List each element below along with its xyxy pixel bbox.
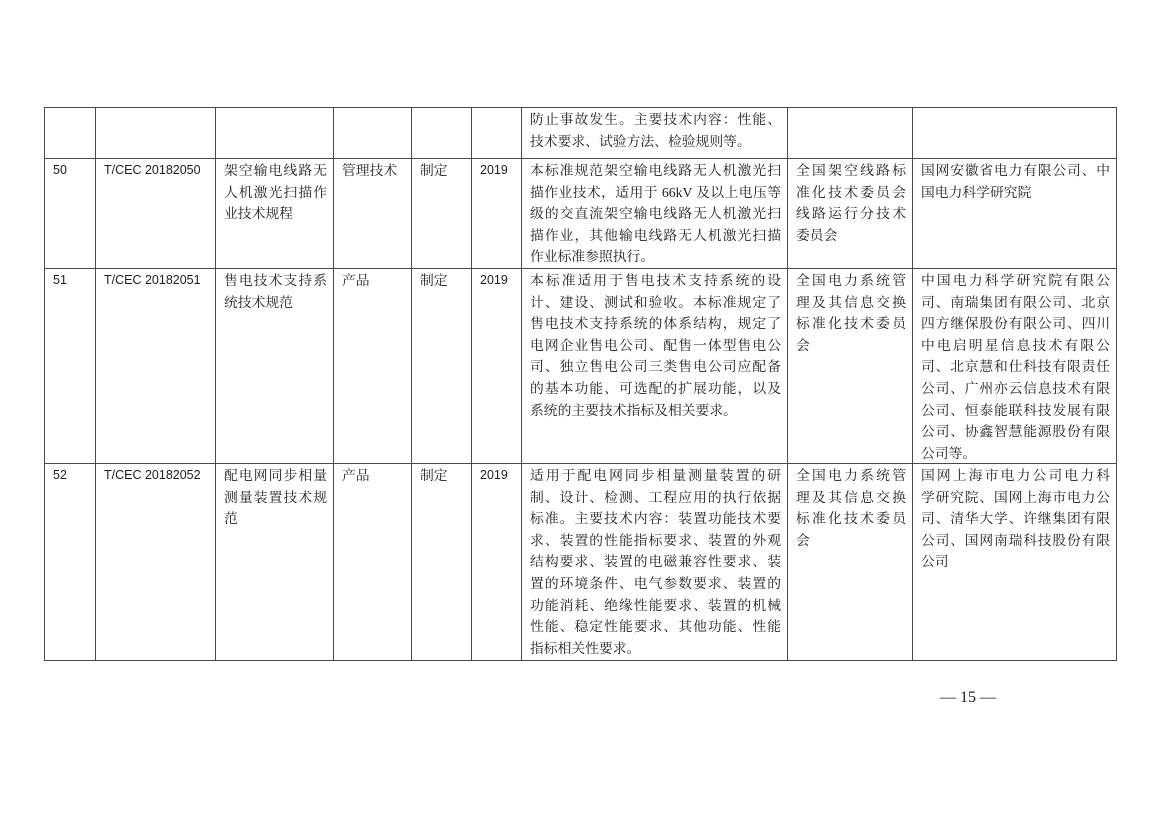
- cell-text-line: 范: [224, 511, 238, 527]
- cell-standard-code: [96, 108, 216, 158]
- cell-text-line: 50: [53, 163, 67, 177]
- cell-standard-code: [96, 269, 216, 463]
- cell-text-line: 电网企业售电公司、配售一体型售电公: [530, 337, 781, 353]
- cell-category: [334, 464, 412, 660]
- cell-sequence-number: [45, 108, 96, 158]
- cell-text-line: T/CEC 20182052: [104, 468, 201, 482]
- cell-text-line: 司、独立售电公司三类售电公司应配备: [530, 359, 781, 375]
- cell-text-line: 国电力科学研究院: [921, 184, 1032, 200]
- cell-text-line: 功能消耗、绝缘性能要求、装置的机械: [530, 597, 781, 613]
- cell-text-line: 置的环境条件、电气参数要求、装置的: [530, 575, 781, 591]
- cell-text-line: 本标准适用于售电技术支持系统的设: [530, 273, 781, 288]
- cell-text-line: 国网安徽省电力有限公司、中: [921, 163, 1110, 178]
- cell-text-line: 业技术规程: [224, 206, 293, 222]
- cell-text-line: 架空输电线路无: [224, 163, 327, 178]
- cell-text-line: 制、设计、检测、工程应用的执行依据: [530, 489, 781, 505]
- cell-text-line: 公司等。: [921, 445, 977, 461]
- cell-completion-year: [472, 159, 522, 268]
- cell-text-line: 2019: [480, 468, 508, 482]
- cell-text-line: 司、清华大学、许继集团有限: [921, 511, 1110, 527]
- cell-text-line: 适用于配电网同步相量测量装置的研: [530, 468, 781, 483]
- page-number: — 15 —: [940, 689, 996, 706]
- cell-standard-title: [216, 269, 334, 463]
- cell-completion-year: [472, 108, 522, 158]
- cell-drafting-units: [913, 108, 1117, 158]
- cell-text-line: 司、北京慧和仕科技有限责任: [921, 359, 1110, 375]
- cell-text-line: 本标准规范架空输电线路无人机激光扫: [530, 163, 781, 178]
- cell-text-line: 2019: [480, 273, 508, 287]
- table-row: [45, 464, 1117, 661]
- cell-drafting-units: [913, 464, 1117, 660]
- cell-sequence-number: [45, 464, 96, 660]
- cell-text-line: 准化技术委员会: [796, 184, 906, 200]
- cell-standard-title: [216, 108, 334, 158]
- table-row: [45, 108, 1117, 159]
- cell-category: [334, 159, 412, 268]
- cell-category: [334, 269, 412, 463]
- cell-text-line: 公司、广州亦云信息技术有限: [921, 380, 1110, 396]
- cell-text-line: 2019: [480, 163, 508, 177]
- cell-text-line: 技术要求、试验方法、检验规则等。: [530, 133, 751, 149]
- cell-technical-committee: [788, 464, 913, 660]
- cell-completion-year: [472, 464, 522, 660]
- cell-standard-code: [96, 159, 216, 268]
- cell-project-type: [412, 159, 472, 268]
- cell-text-line: 描作业，其他输电线路无人机激光扫描: [530, 227, 781, 243]
- cell-text-line: 标准。主要技术内容：装置功能技术要: [530, 511, 781, 527]
- cell-text-line: 描作业技术，适用于 66kV 及以上电压等: [530, 184, 781, 200]
- cell-standard-title: [216, 159, 334, 268]
- cell-text-line: 级的交直流架空输电线路无人机激光扫: [530, 206, 781, 222]
- cell-text-line: 系统的主要技术指标及相关要求。: [530, 402, 737, 418]
- cell-text-line: 制定: [420, 468, 448, 483]
- cell-text-line: 结构要求、装置的电磁兼容性要求、装: [530, 554, 781, 570]
- cell-text-line: 作业标准参照执行。: [530, 249, 655, 265]
- cell-technical-committee: [788, 159, 913, 268]
- cell-text-line: T/CEC 20182051: [104, 273, 201, 287]
- cell-text-line: 计、建设、测试和验收。本标准规定了: [530, 294, 781, 310]
- cell-text-line: 公司: [921, 554, 949, 570]
- table-row: [45, 159, 1117, 269]
- cell-text-line: 理及其信息交换: [796, 294, 906, 310]
- cell-text-line: 全国电力系统管: [796, 468, 906, 483]
- cell-text-line: 会: [796, 337, 810, 353]
- cell-sequence-number: [45, 159, 96, 268]
- cell-text-line: 标准化技术委员: [796, 511, 906, 527]
- cell-text-line: 配电网同步相量: [224, 468, 327, 483]
- cell-text-line: 管理技术: [342, 163, 398, 178]
- table-row: [45, 269, 1117, 464]
- cell-text-line: 标准化技术委员: [796, 316, 906, 332]
- cell-text-line: 指标相关性要求。: [530, 640, 641, 656]
- cell-text-line: 性能、稳定性能要求、其他功能、性能: [530, 619, 781, 635]
- cell-category: [334, 108, 412, 158]
- cell-text-line: 产品: [342, 468, 370, 483]
- cell-text-line: 全国电力系统管: [796, 273, 906, 288]
- cell-project-type: [412, 464, 472, 660]
- cell-main-content: [522, 464, 788, 660]
- cell-text-line: 公司、恒泰能联科技发展有限: [921, 402, 1110, 418]
- cell-text-line: 中国电力科学研究院有限公: [921, 273, 1110, 288]
- cell-text-line: 司、南瑞集团有限公司、北京: [921, 294, 1110, 310]
- cell-text-line: 制定: [420, 163, 448, 178]
- cell-text-line: T/CEC 20182050: [104, 163, 201, 177]
- cell-text-line: 委员会: [796, 227, 838, 243]
- cell-main-content: [522, 159, 788, 268]
- cell-text-line: 产品: [342, 273, 370, 288]
- standards-table: [44, 107, 1117, 661]
- cell-text-line: 四方继保股份有限公司、四川: [921, 316, 1110, 332]
- cell-main-content: [522, 269, 788, 463]
- cell-sequence-number: [45, 269, 96, 463]
- cell-text-line: 人机激光扫描作: [224, 184, 327, 200]
- cell-text-line: 制定: [420, 273, 448, 288]
- cell-project-type: [412, 108, 472, 158]
- cell-text-line: 的基本功能、可选配的扩展功能，以及: [530, 380, 781, 396]
- cell-text-line: 51: [53, 273, 67, 287]
- cell-text-line: 售电技术支持系统的体系结构，规定了: [530, 316, 781, 332]
- cell-standard-code: [96, 464, 216, 660]
- cell-text-line: 全国架空线路标: [796, 163, 906, 178]
- cell-text-line: 公司、协鑫智慧能源股份有限: [921, 424, 1110, 440]
- cell-text-line: 统技术规范: [224, 294, 293, 310]
- cell-text-line: 测量装置技术规: [224, 489, 327, 505]
- cell-text-line: 线路运行分技术: [796, 206, 906, 222]
- cell-standard-title: [216, 464, 334, 660]
- cell-text-line: 学研究院、国网上海市电力公: [921, 489, 1110, 505]
- cell-project-type: [412, 269, 472, 463]
- cell-text-line: 理及其信息交换: [796, 489, 906, 505]
- cell-drafting-units: [913, 159, 1117, 268]
- cell-text-line: 国网上海市电力公司电力科: [921, 468, 1110, 483]
- cell-text-line: 防止事故发生。主要技术内容：性能、: [530, 112, 781, 127]
- cell-main-content: [522, 108, 788, 158]
- cell-text-line: 会: [796, 532, 810, 548]
- cell-technical-committee: [788, 108, 913, 158]
- cell-text-line: 公司、国网南瑞科技股份有限: [921, 532, 1110, 548]
- cell-completion-year: [472, 269, 522, 463]
- cell-text-line: 求、装置的性能指标要求、装置的外观: [530, 532, 781, 548]
- cell-technical-committee: [788, 269, 913, 463]
- cell-text-line: 52: [53, 468, 67, 482]
- cell-text-line: 中电启明星信息技术有限公: [921, 337, 1110, 353]
- cell-drafting-units: [913, 269, 1117, 463]
- cell-text-line: 售电技术支持系: [224, 273, 327, 288]
